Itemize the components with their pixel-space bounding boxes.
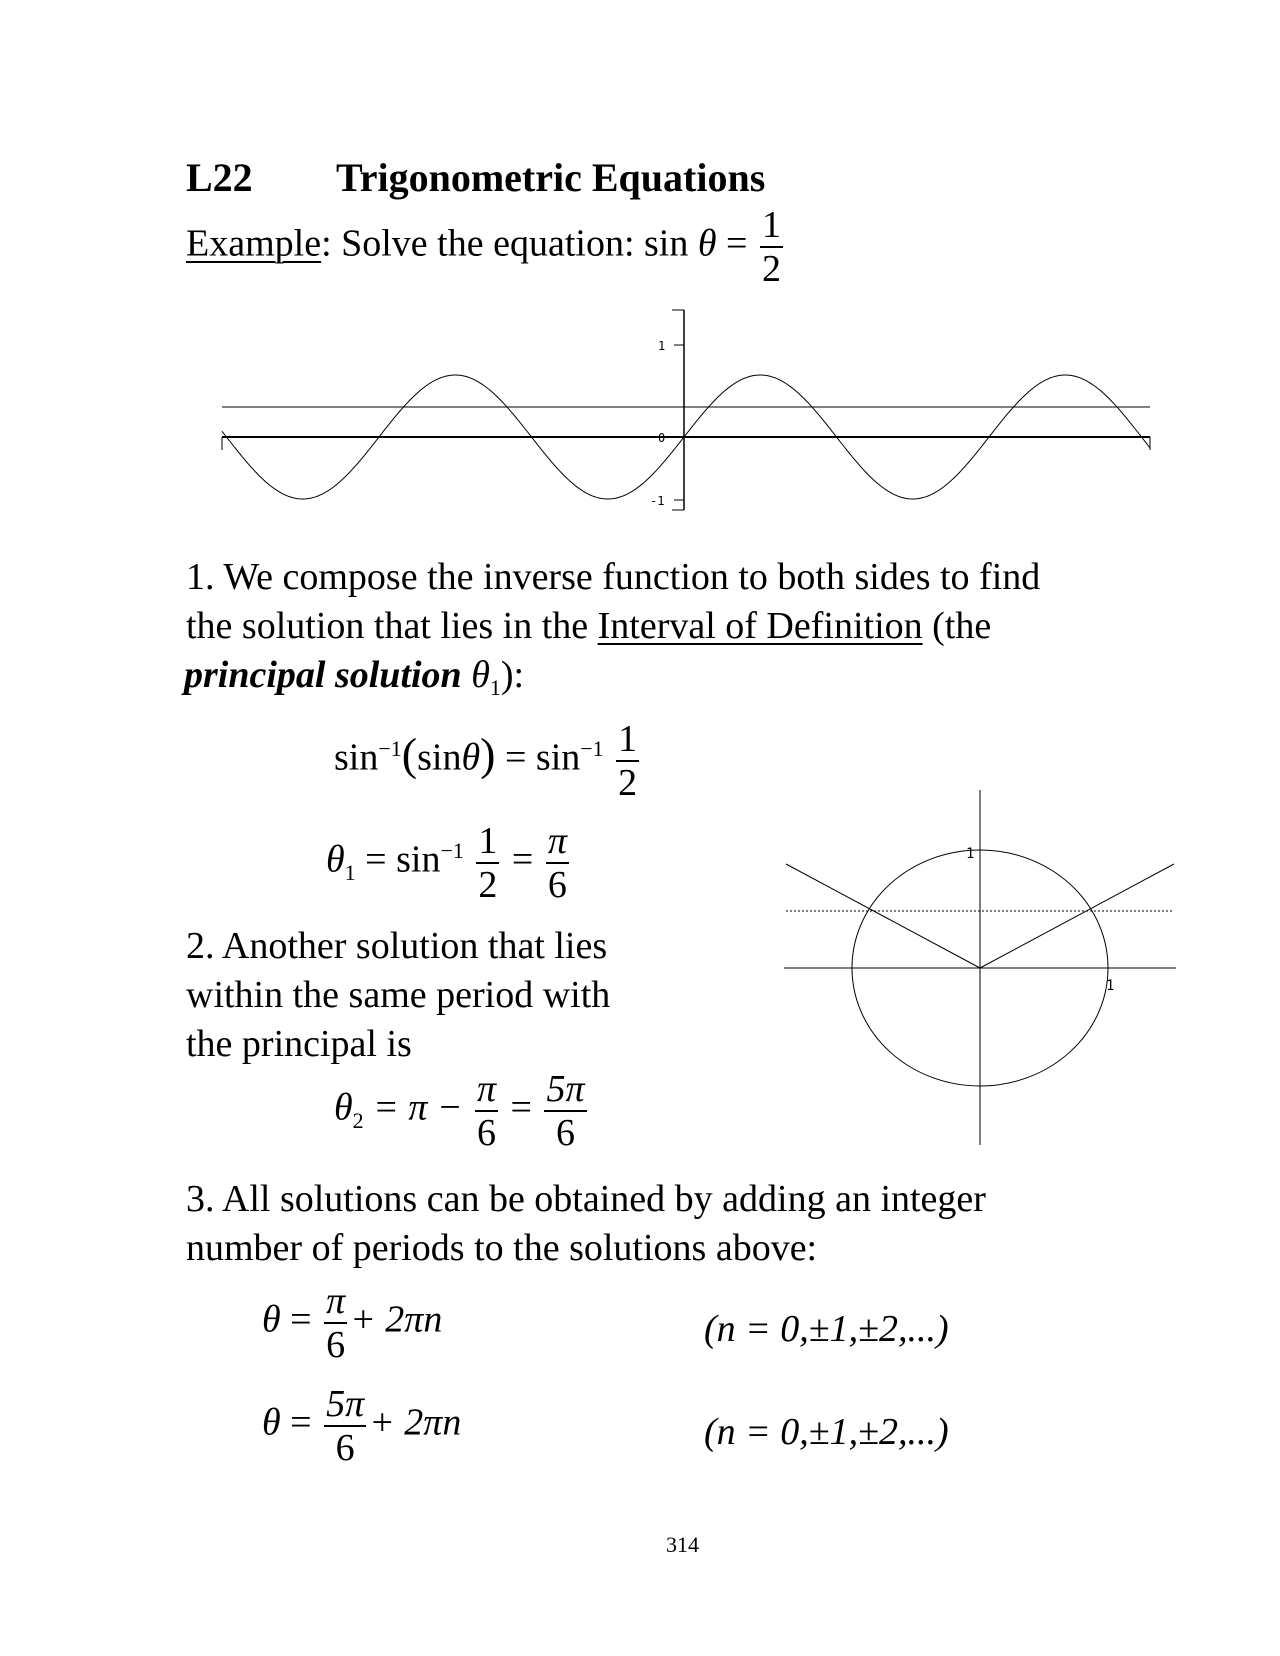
example-label: Example	[186, 222, 322, 265]
fraction-5pi-six	[324, 1385, 366, 1467]
fraction-one-half	[476, 822, 499, 904]
frac-num: π	[547, 820, 567, 862]
step1-line2-a: the solution that lies in the	[186, 605, 598, 647]
fraction-one-half	[760, 206, 783, 288]
step1-line3-end: ):	[500, 654, 525, 696]
frac-den: 2	[478, 864, 498, 906]
frac-num: 1	[478, 820, 498, 862]
step1-line2-b: (the	[922, 605, 992, 647]
theta-symbol: θ	[262, 1401, 281, 1444]
step1-line3	[184, 654, 525, 700]
equals-sign: =	[290, 1298, 312, 1341]
step3-line1: 3. All solutions can be obtained by adding an integer	[186, 1178, 986, 1220]
sin-fn: sin	[334, 736, 379, 779]
frac-den: 6	[556, 1112, 575, 1154]
fraction-5pi-six	[544, 1070, 586, 1152]
tick-0-label: 0	[658, 431, 666, 445]
equals-sin: = sin	[495, 736, 581, 779]
general-solution-1	[262, 1282, 442, 1364]
frac-num: 1	[618, 718, 638, 760]
paren-close: )	[480, 728, 496, 780]
sin-fn: sin	[417, 736, 462, 779]
step2-line1: 2. Another solution that lies	[186, 925, 608, 967]
inverse-sup: −1	[580, 735, 604, 761]
theta-sub: 1	[344, 859, 356, 885]
plus-2pi-n: + 2πn	[369, 1401, 462, 1444]
theta-symbol: θ	[262, 1298, 281, 1341]
theta-symbol: θ	[697, 222, 717, 265]
equals-sign: =	[511, 838, 534, 881]
principal-solution-label: principal solution	[184, 654, 462, 696]
tick-1-label: 1	[658, 339, 666, 353]
circle-label-top: 1	[966, 846, 975, 862]
interval-of-definition: Interval of Definition	[597, 605, 923, 647]
page-title: Trigonometric Equations	[336, 155, 766, 200]
theta-sub: 2	[352, 1107, 364, 1133]
step2-line2: within the same period with	[186, 974, 611, 1016]
equals-sin: = sin	[355, 838, 441, 881]
theta-sub: 1	[489, 675, 501, 700]
frac-den: 2	[618, 762, 638, 804]
frac-den: 6	[326, 1324, 346, 1366]
frac-num: 5π	[546, 1068, 585, 1110]
fraction-pi-six	[546, 822, 569, 904]
example-line	[186, 206, 786, 288]
frac-den: 2	[761, 248, 781, 290]
inverse-sup: −1	[378, 735, 402, 761]
frac-den: 6	[335, 1427, 355, 1469]
inverse-sup: −1	[440, 837, 464, 863]
equals-sign: =	[510, 1086, 532, 1129]
page-number: 314	[666, 1532, 699, 1557]
example-text: : Solve the equation: sin	[321, 222, 689, 265]
step1-line1: 1. We compose the inverse function to both sides to find	[186, 556, 1041, 598]
unit-circle-graph	[770, 760, 1190, 1160]
equation-theta1	[326, 822, 572, 904]
frac-num: 1	[761, 204, 781, 246]
general-condition-1: (n = 0,±1,±2,...)	[704, 1308, 949, 1350]
theta-symbol: θ	[326, 838, 345, 881]
step2-line3: the principal is	[186, 1023, 412, 1065]
theta-symbol: θ	[334, 1086, 353, 1129]
theta-symbol: θ	[471, 654, 490, 696]
ray-5pi-6	[786, 864, 980, 968]
equals-sign: =	[726, 222, 748, 265]
equation-theta2	[334, 1070, 590, 1152]
frac-den: 6	[547, 864, 567, 906]
equals-pi-minus: = π −	[363, 1086, 463, 1129]
ray-pi-6	[980, 864, 1174, 968]
frac-den: 6	[477, 1112, 497, 1154]
equation-inverse-sine	[334, 720, 642, 802]
step3-line2: number of periods to the solutions above:	[186, 1227, 818, 1269]
sine-graph	[210, 300, 1160, 520]
fraction-pi-six	[475, 1070, 498, 1152]
fraction-one-half	[616, 720, 639, 802]
theta-symbol: θ	[461, 736, 481, 779]
frac-num: π	[326, 1280, 346, 1322]
plus-2pi-n: + 2πn	[350, 1298, 443, 1341]
lecture-code: L22	[186, 155, 253, 200]
frac-num: 5π	[326, 1383, 365, 1425]
step1-line2	[186, 607, 991, 645]
general-solution-2	[262, 1385, 461, 1467]
tick-neg1-label: -1	[650, 494, 665, 508]
general-condition-2: (n = 0,±1,±2,...)	[704, 1411, 949, 1453]
fraction-pi-six	[324, 1282, 347, 1364]
equals-sign: =	[290, 1401, 312, 1444]
paren-open: (	[401, 728, 418, 780]
circle-label-right: 1	[1106, 978, 1115, 994]
frac-num: π	[477, 1068, 497, 1110]
